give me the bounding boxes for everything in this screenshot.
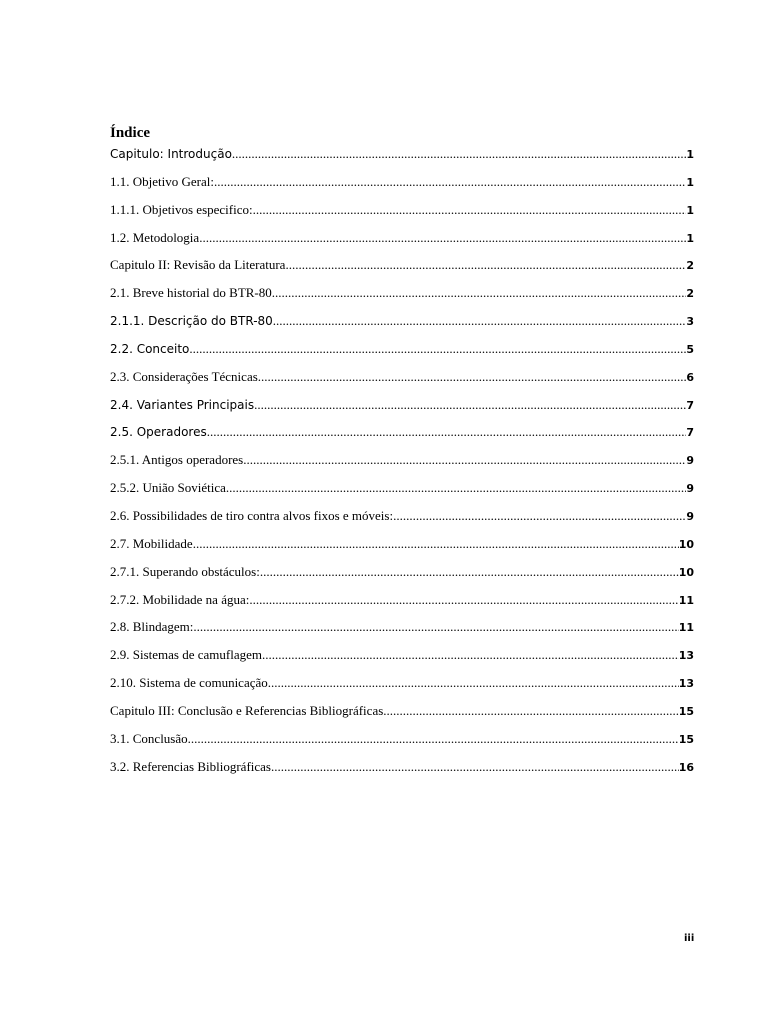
toc-dot-leader	[188, 729, 679, 749]
toc-dot-leader	[199, 228, 686, 248]
toc-entry-page-number: 13	[678, 649, 694, 663]
toc-dot-leader	[285, 255, 686, 275]
toc-entry[interactable]	[110, 200, 694, 220]
toc-entry-page-number: 2	[686, 259, 694, 273]
toc-entry-page-number: 5	[686, 342, 694, 356]
toc-dot-leader	[189, 339, 686, 359]
toc-entry-label: 2.7.2. Mobilidade na água:	[110, 591, 250, 607]
toc-dot-leader	[258, 367, 687, 387]
toc-dot-leader	[260, 562, 679, 582]
toc-entry-label: 2.8. Blindagem:	[110, 619, 194, 635]
toc-entry[interactable]	[110, 283, 694, 303]
toc-dot-leader	[193, 617, 678, 637]
toc-entry-page-number: 6	[686, 370, 694, 384]
toc-entry-label: 2.1.1. Descrição do BTR-80	[110, 314, 273, 329]
toc-entry-page-number: 1	[686, 148, 694, 161]
toc-entry-label: 2.3. Considerações Técnicas	[110, 368, 258, 384]
toc-entry-page-number: 13	[678, 677, 694, 691]
toc-dot-leader	[243, 450, 686, 470]
toc-entry-label: 2.2. Conceito	[110, 341, 190, 356]
toc-entry-page-number: 3	[686, 315, 694, 329]
toc-dot-leader	[207, 422, 687, 442]
toc-entry-label: 2.5. Operadores	[110, 425, 207, 440]
toc-dot-leader	[232, 144, 686, 164]
toc-entry-page-number: 11	[678, 621, 694, 635]
toc-entry-label: 2.4. Variantes Principais	[110, 397, 255, 412]
toc-entry[interactable]	[110, 729, 694, 749]
toc-entry-page-number: 15	[678, 704, 694, 718]
toc-dot-leader	[272, 283, 687, 303]
toc-entry-label: 2.7.1. Superando obstáculos:	[110, 563, 260, 579]
toc-entry-label: 2.5.2. União Soviética	[110, 480, 226, 496]
toc-entry[interactable]	[110, 478, 694, 498]
toc-entry[interactable]	[110, 645, 694, 665]
toc-entry[interactable]	[110, 590, 694, 610]
toc-entry-page-number: 11	[678, 593, 694, 607]
toc-entry-label: Capitulo III: Conclusão e Referencias Bibliográficas	[110, 702, 384, 718]
toc-dot-leader	[254, 395, 686, 415]
index-title: Índice	[110, 125, 151, 141]
toc-entry-page-number: 7	[686, 426, 694, 440]
toc-entry[interactable]	[110, 450, 694, 470]
toc-entry[interactable]	[110, 339, 694, 359]
toc-entry-label: 1.1. Objetivo Geral:	[110, 173, 214, 189]
toc-entry-label: 2.7. Mobilidade	[110, 535, 193, 551]
toc-dot-leader	[393, 506, 686, 526]
toc-dot-leader	[193, 534, 679, 554]
toc-dot-leader	[253, 200, 687, 220]
toc-entry[interactable]	[110, 395, 694, 415]
toc-entry[interactable]	[110, 617, 694, 637]
toc-entry[interactable]	[110, 255, 694, 275]
toc-entry-page-number: 1	[686, 175, 694, 189]
toc-entry-page-number: 1	[686, 203, 694, 217]
toc-entry-page-number: 2	[686, 287, 694, 301]
toc-entry-page-number: 9	[686, 454, 694, 468]
toc-entry[interactable]	[110, 534, 694, 554]
toc-entry-page-number: 1	[686, 231, 694, 245]
toc-entry-label: 2.1. Breve historial do BTR-80	[110, 285, 272, 301]
toc-entry[interactable]	[110, 506, 694, 526]
toc-entry-label: Capitulo II: Revisão da Literatura	[110, 257, 286, 273]
toc-entry[interactable]	[110, 701, 694, 721]
toc-entry-page-number: 9	[686, 509, 694, 523]
toc-entry-page-number: 7	[686, 398, 694, 412]
toc-dot-leader	[249, 590, 678, 610]
toc-entry-label: 3.2. Referencias Bibliográficas	[110, 758, 271, 774]
toc-entry[interactable]	[110, 367, 694, 387]
footer-page-number: iii	[684, 933, 695, 944]
toc-entry-page-number: 15	[678, 732, 694, 746]
toc-dot-leader	[273, 311, 687, 331]
toc-entry-label: 2.10. Sistema de comunicação	[110, 675, 268, 691]
toc-entry[interactable]	[110, 311, 694, 331]
toc-entry-page-number: 16	[678, 760, 694, 774]
toc-entry-label: 1.2. Metodologia	[110, 229, 200, 245]
toc-entry[interactable]	[110, 562, 694, 582]
toc-entry-page-number: 10	[678, 537, 694, 551]
toc-dot-leader	[262, 645, 679, 665]
toc-entry-page-number: 9	[686, 482, 694, 496]
toc-entry-label: Capitulo: Introdução	[110, 147, 232, 161]
toc-entry-label: 3.1. Conclusão	[110, 730, 188, 746]
toc-entry[interactable]	[110, 144, 694, 164]
toc-dot-leader	[383, 701, 678, 721]
toc-entry[interactable]	[110, 228, 694, 248]
toc-entry[interactable]	[110, 673, 694, 693]
toc-entry-label: 2.9. Sistemas de camuflagem	[110, 647, 262, 663]
toc-dot-leader	[226, 478, 686, 498]
toc-dot-leader	[271, 757, 679, 777]
toc-entry-label: 2.6. Possibilidades de tiro contra alvos fixos e móveis:	[110, 507, 394, 523]
table-of-contents	[110, 144, 694, 784]
toc-dot-leader	[214, 172, 686, 192]
toc-entry[interactable]	[110, 757, 694, 777]
toc-entry-page-number: 10	[678, 565, 694, 579]
toc-dot-leader	[268, 673, 679, 693]
toc-entry-label: 2.5.1. Antigos operadores	[110, 452, 244, 468]
toc-entry[interactable]	[110, 172, 694, 192]
toc-entry-label: 1.1.1. Objetivos especifico:	[110, 201, 253, 217]
toc-entry[interactable]	[110, 422, 694, 442]
